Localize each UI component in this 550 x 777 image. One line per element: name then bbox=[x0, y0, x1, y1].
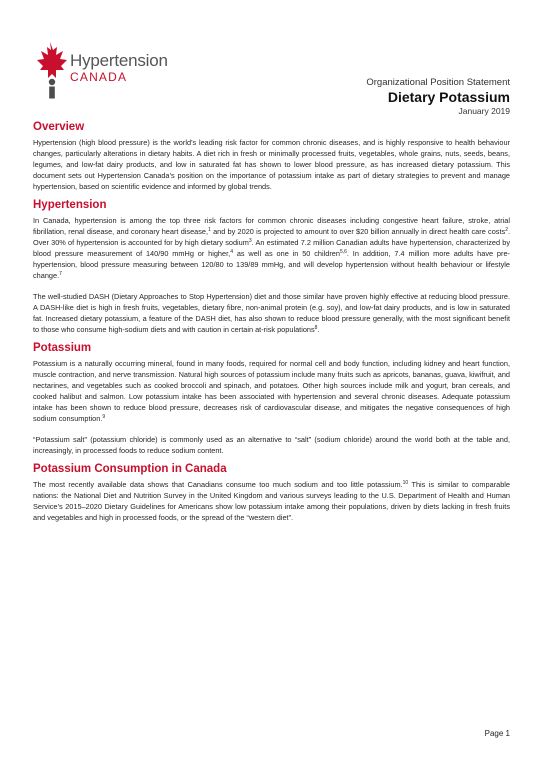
text-run: This is similar to comparable nations: the National Diet and Nutrition Survey in the United Kingdom and various surveys leading to the U.S. Department of Health and Human Service’s 2015–2020 Dietary Guidelines for Americans show low potassium intake among their populations, driven by diets lacking in fresh fruits and vegetables and high in processed foods, or the spread of the “western diet”. bbox=[33, 480, 510, 522]
section-consumption bbox=[33, 462, 510, 523]
document-body bbox=[33, 120, 510, 529]
paragraph bbox=[33, 215, 510, 281]
reference-marker: 4 bbox=[230, 249, 233, 255]
brand-name: Hypertension bbox=[70, 51, 168, 70]
section-heading: Potassium Consumption in Canada bbox=[33, 463, 227, 475]
reference-marker: 8 bbox=[314, 325, 318, 331]
text-run: In Canada, hypertension is among the top three risk factors for common chronic diseases including congestive heart failure, stroke, atrial fibrillation, renal disease, and coronary heart disease, bbox=[33, 216, 510, 236]
paragraph bbox=[33, 479, 510, 523]
section-overview bbox=[33, 120, 510, 192]
text-run: The most recently available data shows that Canadians consume too much sodium and too little potassium. bbox=[33, 480, 403, 489]
text-run: . Over 30% of hypertension is accounted for by high dietary sodium bbox=[33, 227, 511, 247]
text-run: . In addition, 7.4 million more adults have pre-hypertension, blood pressure measuring between 120/80 to 139/89 mmHg, and will develop hypertension without health behaviour or lifestyle change. bbox=[33, 249, 510, 280]
maple-leaf-icon bbox=[32, 40, 72, 100]
paragraph: Hypertension (high blood pressure) is the world’s leading risk factor for common chronic diseases, and is highly responsive to health behaviour changes, particularly alterations in dietary habits. A diet rich in fresh or minimally processed fruits, vegetables, whole grains, nuts, seeds, beans, legumes, and low-fat dairy products, and low in saturated fat has shown to lower blood pressure, as has increased dietary potassium. This document sets out Hypertension Canada’s position on the importance of potassium intake as part of dietary strategies to prevent and manage hypertension, based on scientific evidence and informed by global trends. bbox=[33, 138, 510, 191]
paragraph bbox=[33, 358, 510, 424]
section-heading: Overview bbox=[33, 121, 85, 133]
document-date: January 2019 bbox=[458, 106, 510, 116]
reference-marker: 10 bbox=[402, 480, 409, 486]
reference-marker: 3 bbox=[248, 238, 252, 244]
reference-marker: 2 bbox=[505, 227, 508, 233]
section-potassium bbox=[33, 341, 510, 456]
reference-marker: 5,6 bbox=[339, 249, 347, 255]
reference-marker: 1 bbox=[208, 227, 211, 233]
paragraph: “Potassium salt” (potassium chloride) is commonly used as an alternative to “salt” (sodium chloride) around the world both at the table and, increasingly, in processed foods to reduce sodium content. bbox=[33, 435, 510, 455]
paragraph bbox=[33, 291, 510, 335]
text-run: . bbox=[317, 325, 320, 334]
brand-country: CANADA bbox=[70, 70, 128, 84]
text-run: and by 2020 is projected to amount to over $20 billion annually in direct health care costs bbox=[210, 227, 506, 236]
section-heading: Potassium bbox=[33, 342, 92, 354]
document-header bbox=[366, 77, 510, 117]
document-title: Dietary Potassium bbox=[387, 89, 510, 105]
text-run: The well-studied DASH (Dietary Approaches to Stop Hypertension) diet and those similar have proven highly effective at reducing blood pressure. A DASH-like diet is high in fresh fruits, vegetables, dietary fibre, non-animal protein (e.g. soy), and low-fat dairy products, and is low in saturated fat. Increased dietary potassium, a feature of the DASH diet, has also shown to reduce blood pressure generally, with the most significant benefit to those who consume high-sodium diets and with caution in certain at-risk populations bbox=[33, 292, 510, 334]
hypertension-canada-logo bbox=[32, 40, 168, 100]
reference-marker: 7 bbox=[59, 271, 62, 277]
text-run: . An estimated 7.2 million Canadian adults have hypertension, characterized by blood pressure measurement of 140/90 mmHg or higher, bbox=[33, 238, 510, 258]
statement-type: Organizational Position Statement bbox=[366, 77, 510, 88]
section-heading: Hypertension bbox=[33, 199, 107, 211]
page-number: Page 1 bbox=[484, 729, 510, 738]
reference-marker: 9 bbox=[102, 414, 106, 420]
section-hypertension bbox=[33, 198, 510, 335]
text-run: Potassium is a naturally occurring mineral, found in many foods, required for normal cell and body function, including kidney and heart function, muscle contraction, and nerve transmission. Natural high sources of potassium include many fruits such as apricots, bananas, guava, kiwifruit, and nectarines, and vegetables such as cooked broccoli and spinach, and potatoes. Other high sources include milk and yogurt, bran cereals, and cooked halibut and salmon. Low potassium intake has been associated with hypertension and several chronic diseases. Adequate potassium intake has been shown to reduce blood pressure, decreases risk of cardiovascular disease, and mitigates the negative consequences of high sodium consumption. bbox=[33, 359, 510, 423]
text-run: as well as one in 50 children bbox=[232, 249, 340, 258]
